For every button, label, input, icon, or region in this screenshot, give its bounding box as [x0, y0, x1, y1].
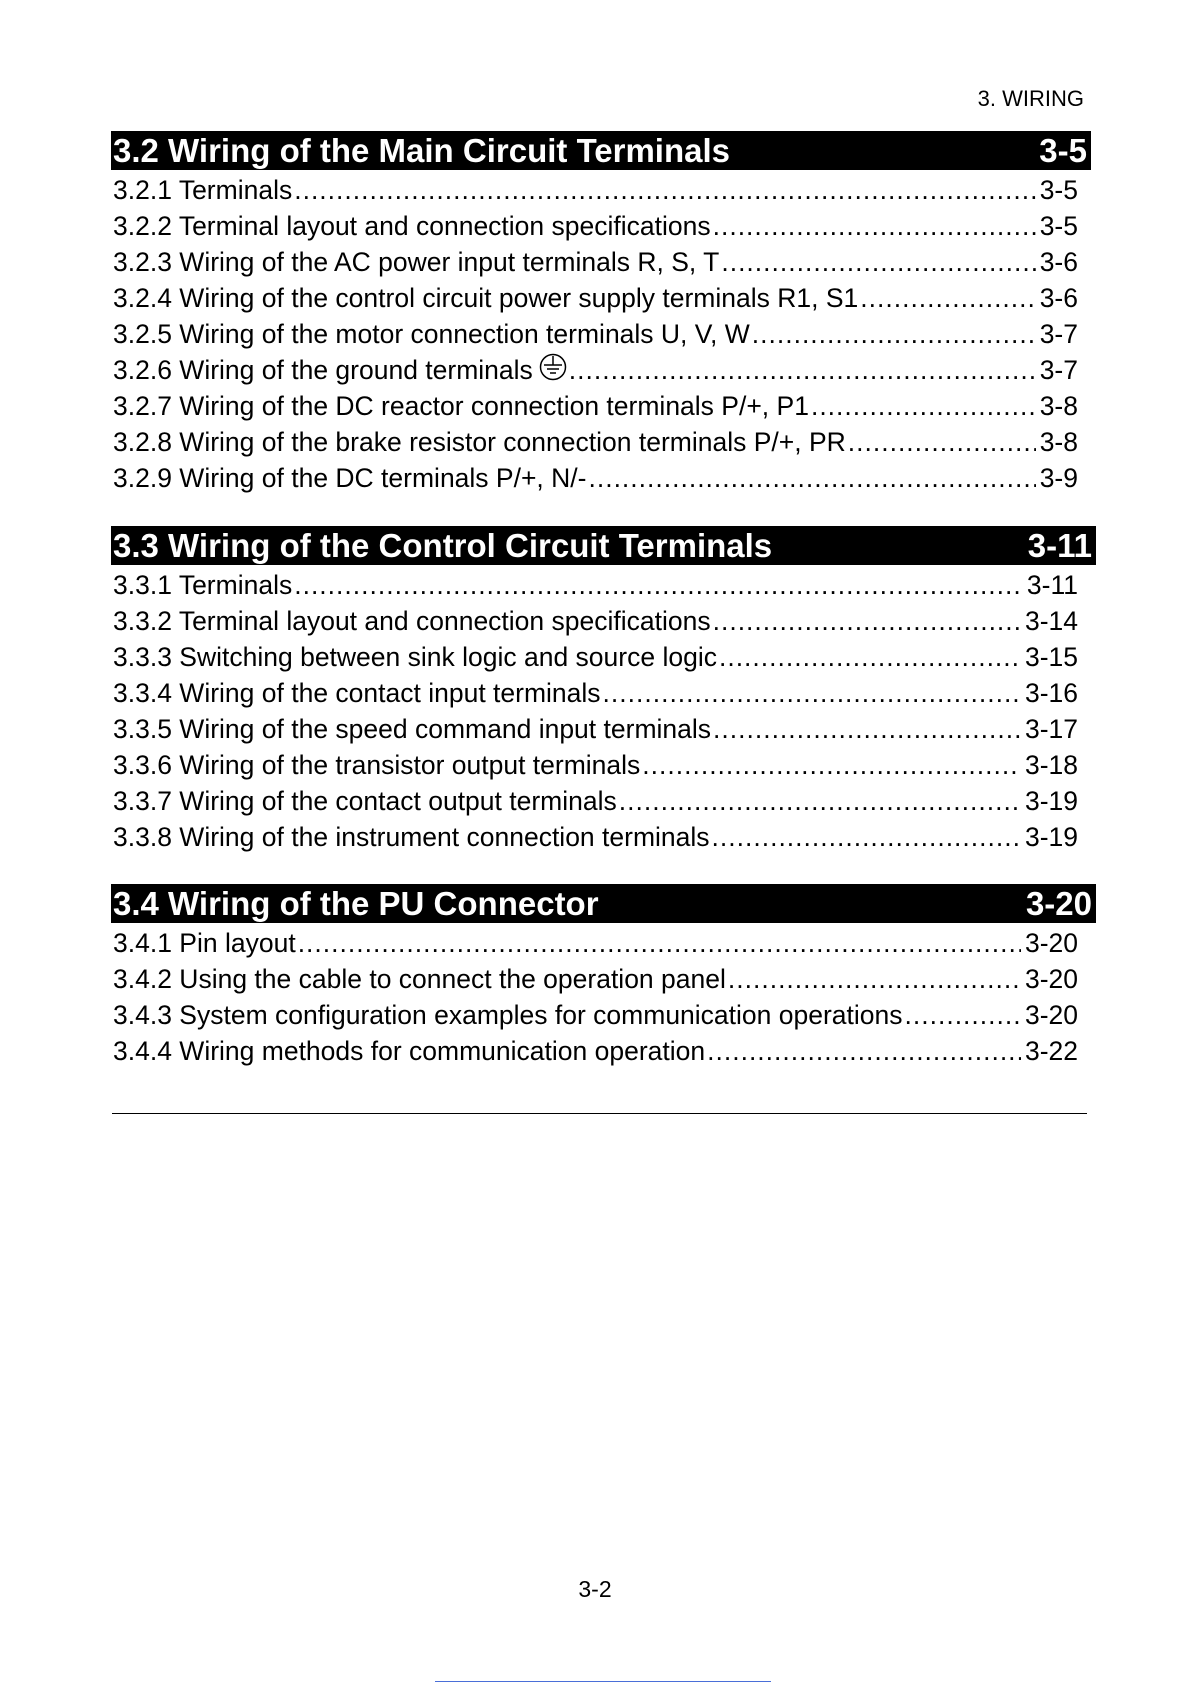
running-header-chapter: 3. WIRING: [977, 86, 1084, 111]
section-page: 3-11: [1027, 527, 1092, 564]
toc-entry-3-4-3[interactable]: 3.4.3 System configuration examples for communication operations ..... 3-20: [113, 997, 1078, 1033]
toc-entry-3-3-6[interactable]: 3.3.6 Wiring of the transistor output terminals ..... 3-18: [113, 747, 1078, 783]
section-page: 3-5: [1039, 132, 1087, 169]
toc-entry-3-2-2[interactable]: 3.2.2 Terminal layout and connection specifications ..... 3-5: [113, 208, 1078, 244]
page-number: 3-2: [578, 1576, 612, 1602]
dot-leader: [721, 247, 1035, 278]
toc-entry-3-3-7[interactable]: 3.3.7 Wiring of the contact output terminals ..... 3-19: [113, 783, 1078, 819]
toc-entry-3-2-6[interactable]: 3.2.6 Wiring of the ground terminals ..... 3-7: [113, 352, 1078, 388]
link-underline: [435, 1681, 771, 1682]
dot-leader: [603, 678, 1021, 709]
toc-entry-3-2-3[interactable]: 3.2.3 Wiring of the AC power input terminals R, S, T ..... 3-6: [113, 244, 1078, 280]
dot-leader: [712, 822, 1021, 853]
section-title: 3.4 Wiring of the PU Connector: [113, 885, 599, 922]
toc-entry-3-3-5[interactable]: 3.3.5 Wiring of the speed command input terminals ..... 3-17: [113, 711, 1078, 747]
dot-leader: [707, 1036, 1021, 1067]
section-page: 3-20: [1025, 885, 1092, 922]
dot-leader: [642, 750, 1021, 781]
toc-entry-3-3-1[interactable]: 3.3.1 Terminals ..... 3-11: [113, 567, 1078, 603]
toc-entry-3-2-1[interactable]: 3.2.1 Terminals ..... 3-5: [113, 172, 1078, 208]
toc-entry-3-3-2[interactable]: 3.3.2 Terminal layout and connection specifications ..... 3-14: [113, 603, 1078, 639]
dot-leader: [713, 606, 1021, 637]
toc-list-3-4: [113, 925, 1078, 1069]
dot-leader: [588, 463, 1035, 494]
section-header-3-3[interactable]: [111, 526, 1096, 565]
toc-entry-3-4-1[interactable]: 3.4.1 Pin layout ..... 3-20: [113, 925, 1078, 961]
toc-entry-3-4-2[interactable]: 3.4.2 Using the cable to connect the operation panel ..... 3-20: [113, 961, 1078, 997]
dot-leader: [752, 319, 1036, 350]
toc-entry-3-2-9[interactable]: 3.2.9 Wiring of the DC terminals P/+, N/- ..... 3-9: [113, 460, 1078, 496]
toc-entry-3-4-4[interactable]: 3.4.4 Wiring methods for communication operation ..... 3-22: [113, 1033, 1078, 1069]
dot-leader: [719, 642, 1021, 673]
toc-entry-3-3-3[interactable]: 3.3.3 Switching between sink logic and source logic ..... 3-15: [113, 639, 1078, 675]
section-title: 3.3 Wiring of the Control Circuit Terminals: [113, 527, 773, 564]
toc-entry-3-2-5[interactable]: 3.2.5 Wiring of the motor connection terminals U, V, W ..... 3-7: [113, 316, 1078, 352]
dot-leader: [728, 964, 1021, 995]
section-header-3-2[interactable]: [111, 131, 1091, 170]
dot-leader: [619, 786, 1021, 817]
dot-leader: [713, 211, 1036, 242]
dot-leader: [294, 570, 1023, 601]
toc-list-3-3: [113, 567, 1078, 855]
section-divider-rule: [112, 1113, 1087, 1114]
dot-leader: [811, 391, 1036, 422]
dot-leader: [294, 175, 1035, 206]
dot-leader: [713, 714, 1021, 745]
toc-entry-3-2-8[interactable]: 3.2.8 Wiring of the brake resistor connection terminals P/+, PR ..... 3-8: [113, 424, 1078, 460]
ground-symbol-icon: [539, 353, 567, 388]
dot-leader: [848, 427, 1036, 458]
dot-leader: [298, 928, 1021, 959]
toc-entry-3-2-4[interactable]: 3.2.4 Wiring of the control circuit power supply terminals R1, S1 ..... 3-6: [113, 280, 1078, 316]
section-header-3-4[interactable]: [111, 884, 1096, 923]
toc-entry-3-3-8[interactable]: 3.3.8 Wiring of the instrument connection terminals ..... 3-19: [113, 819, 1078, 855]
toc-entry-3-2-7[interactable]: 3.2.7 Wiring of the DC reactor connection terminals P/+, P1 ..... 3-8: [113, 388, 1078, 424]
toc-entry-3-3-4[interactable]: 3.3.4 Wiring of the contact input terminals ..... 3-16: [113, 675, 1078, 711]
section-title: 3.2 Wiring of the Main Circuit Terminals: [113, 132, 731, 169]
dot-leader: [905, 1000, 1021, 1031]
toc-list-3-2: [113, 172, 1078, 496]
dot-leader: [569, 355, 1036, 386]
dot-leader: [860, 283, 1035, 314]
